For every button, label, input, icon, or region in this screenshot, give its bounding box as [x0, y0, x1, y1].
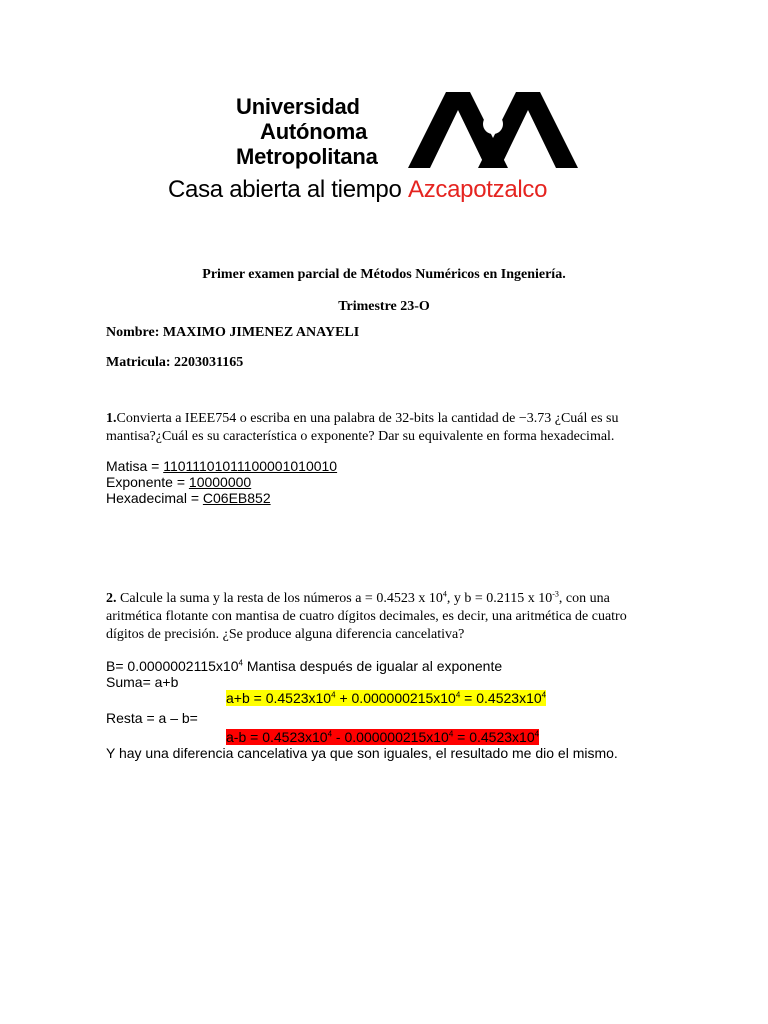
exam-title: Primer examen parcial de Métodos Numéricos en Ingeniería. — [202, 267, 566, 282]
mantissa-label: Matisa = — [106, 458, 164, 474]
question-1 — [106, 410, 666, 506]
sum-exp-3: 4 — [541, 690, 547, 700]
question-2-prompt-b: , y b = 0.2115 x 10 — [446, 591, 553, 606]
mantissa-value: 11011101011100001010010 — [163, 458, 338, 474]
name-label: Nombre: — [106, 325, 160, 340]
b-line-b: Mantisa después de igualar al exponente — [242, 658, 503, 674]
question-1-number: 1. — [106, 411, 117, 426]
diff-highlight — [226, 729, 539, 745]
sum-part-2: + 0.000000215x10 — [335, 690, 456, 706]
student-name — [106, 324, 359, 342]
diff-exp-1: 4 — [327, 729, 333, 739]
uam-emblem-icon — [408, 92, 578, 168]
b-line-a: B= 0.0000002115x10 — [106, 658, 239, 674]
question-1-prompt: Convierta a IEEE754 o escriba en una palabra de 32-bits la cantidad de −3.73 ¿Cuál es su mantisa?¿Cuál es su característica o exponente? Dar su equivalente en forma hexadecimal. — [106, 411, 619, 444]
diff-exp-3: 4 — [534, 729, 540, 739]
b-line-exp: 4 — [238, 658, 243, 668]
diff-part-2: - 0.000000215x10 — [332, 729, 449, 745]
hex-label: Hexadecimal = — [106, 490, 203, 506]
logo-tagline: Casa abierta al tiempo — [168, 176, 402, 203]
question-1-text — [106, 410, 666, 446]
question-2-prompt-c: , con una aritmética flotante con mantisa de cuatro dígitos decimales, es decir, una aritmética de cuatro dígitos de precisión. ¿Se produce alguna diferencia cancelativa? — [106, 591, 627, 642]
question-2-text — [106, 590, 666, 644]
campus-name: Azcapotzalco — [408, 176, 548, 203]
exponent-b: -3 — [552, 589, 559, 599]
sum-part-3: = 0.4523x10 — [460, 690, 542, 706]
university-logo — [168, 92, 588, 212]
sum-line — [106, 690, 666, 706]
resta-label: Resta = a – b= — [106, 710, 198, 726]
conclusion: Y hay una diferencia cancelativa ya que son iguales, el resultado me dio el mismo. — [106, 745, 618, 761]
diff-line — [106, 729, 666, 745]
b-line — [106, 658, 666, 674]
sum-exp-2: 4 — [455, 690, 461, 700]
question-2-prompt-a: Calcule la suma y la resta de los números a = 0.4523 x 10 — [116, 591, 443, 606]
mantissa-line — [106, 458, 666, 474]
trimester: Trimestre 23-O — [338, 299, 430, 314]
question-2 — [106, 590, 666, 761]
exponent-label: Exponente = — [106, 474, 189, 490]
logo-line-3: Metropolitana — [236, 144, 378, 169]
sum-part-1: a+b = 0.4523x10 — [226, 690, 332, 706]
exponent-line — [106, 474, 666, 490]
student-id — [106, 354, 243, 372]
exponent-value: 10000000 — [188, 474, 252, 490]
diff-part-3: = 0.4523x10 — [453, 729, 535, 745]
logo-line-1: Universidad — [236, 94, 360, 119]
logo-line-2: Autónoma — [260, 119, 368, 144]
id-value: 2203031165 — [174, 355, 244, 370]
exponent-a: 4 — [442, 589, 447, 599]
name-value: MAXIMO JIMENEZ ANAYELI — [162, 325, 360, 340]
diff-part-1: a-b = 0.4523x10 — [226, 729, 328, 745]
sum-exp-1: 4 — [331, 690, 336, 700]
suma-label: Suma= a+b — [106, 674, 179, 690]
hex-line — [106, 490, 666, 506]
question-2-number: 2. — [106, 591, 117, 606]
hex-value: C06EB852 — [202, 490, 271, 506]
diff-exp-2: 4 — [448, 729, 454, 739]
id-label: Matricula: — [106, 355, 171, 370]
sum-highlight — [226, 690, 546, 706]
